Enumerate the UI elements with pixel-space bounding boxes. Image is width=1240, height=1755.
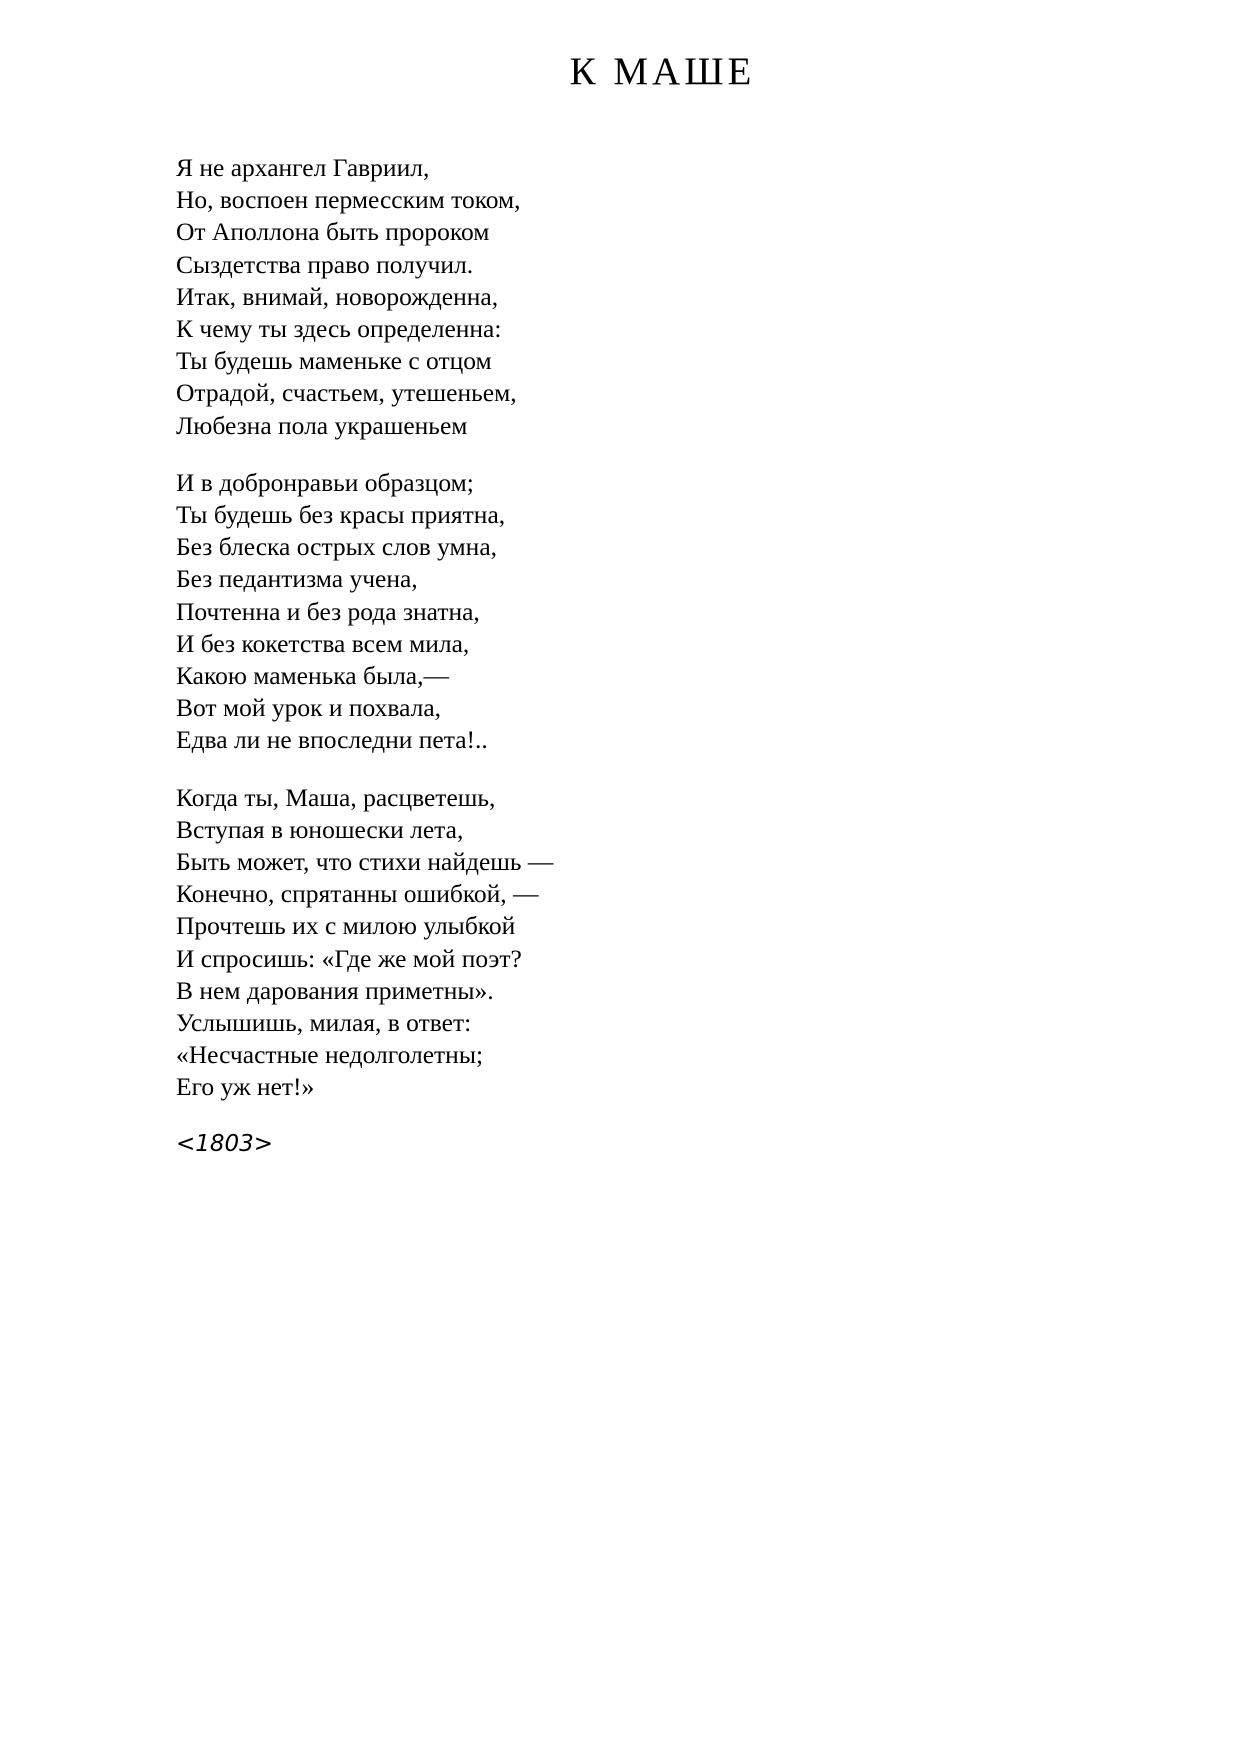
stanza-3	[176, 782, 1076, 1104]
poem-line: Ты будешь без красы приятна,	[176, 500, 506, 530]
poem-line: «Несчастные недолголетны;	[176, 1040, 484, 1070]
poem-line: Когда ты, Маша, расцветешь,	[176, 782, 496, 812]
poem-line: Любезна пола украшеньем	[176, 410, 468, 440]
poem-line: Но, воспоен пермесским током,	[176, 185, 521, 215]
poem-line: Вот мой урок и похвала,	[176, 693, 442, 723]
poem-line: Конечно, спрятанны ошибкой, —	[176, 879, 539, 909]
poem-body	[176, 152, 1076, 1159]
poem-line: Почтенна и без рода знатна,	[176, 596, 480, 626]
poem-line: Сыздетства право получил.	[176, 249, 474, 279]
poem-date: <1803>	[176, 1130, 274, 1157]
poem-line: Без педантизма учена,	[176, 564, 418, 594]
poem-line: И без кокетства всем мила,	[176, 628, 470, 658]
poem-line: Едва ли не впоследни пета!..	[176, 725, 488, 755]
poem-line: Я не архангел Гавриил,	[176, 153, 430, 182]
stanza-2	[176, 467, 1076, 757]
poem-line: И спросишь: «Где же мой поэт?	[176, 943, 522, 973]
poem-line: В нем дарования приметны».	[176, 975, 494, 1005]
stanza-1	[176, 152, 1076, 442]
poem-line: Вступая в юношески лета,	[176, 814, 464, 844]
poem-line: Прочтешь их с милою улыбкой	[176, 911, 516, 941]
poem-title: К МАШЕ	[569, 50, 756, 93]
poem-line: От Аполлона быть пророком	[176, 217, 490, 247]
poem-line: И в добронравьи образцом;	[176, 467, 474, 497]
poem-line: Итак, внимай, новорожденна,	[176, 281, 499, 311]
poem-line: К чему ты здесь определенна:	[176, 314, 502, 344]
poem-line: Какою маменька была,—	[176, 661, 449, 691]
poem-line: Ты будешь маменьке с отцом	[176, 346, 492, 376]
poem-line: Его уж нет!»	[176, 1072, 315, 1102]
poem-line: Без блеска острых слов умна,	[176, 532, 498, 562]
poem-line: Быть может, что стихи найдешь —	[176, 847, 554, 877]
poem-line: Услышишь, милая, в ответ:	[176, 1008, 472, 1038]
poem-line: Отрадой, счастьем, утешеньем,	[176, 378, 517, 408]
